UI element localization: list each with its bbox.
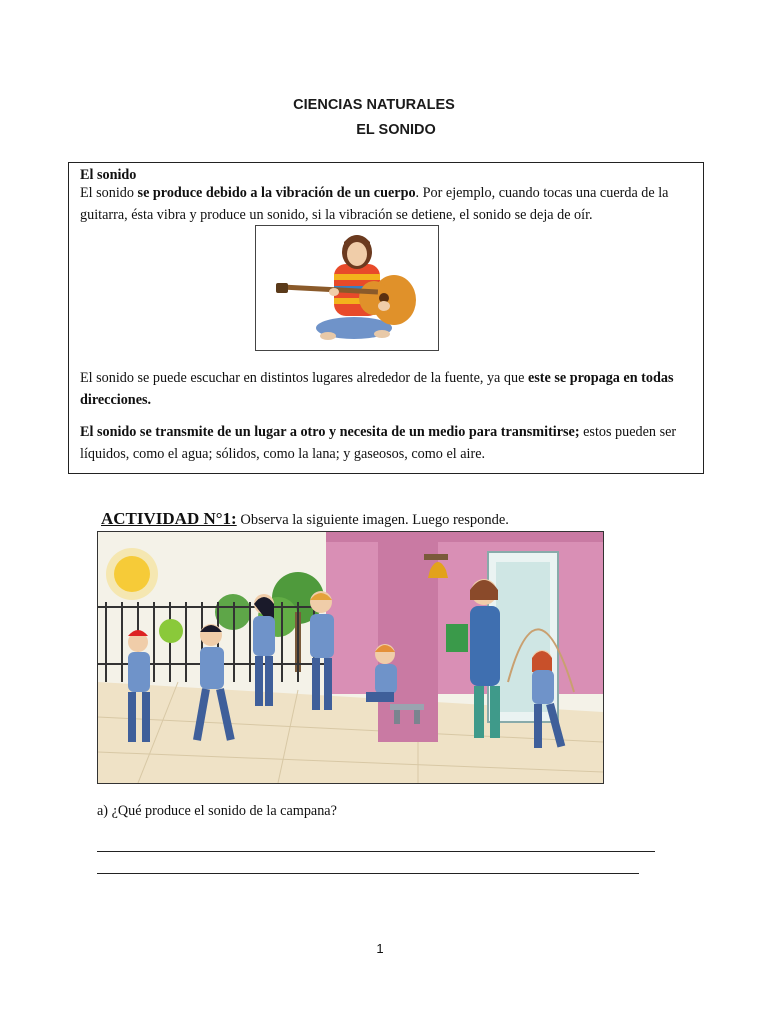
page-number: 1 [376,941,384,956]
p1-bold: se produce debido a la vibración de un cuerpo [137,185,416,201]
p2-bold: este se propaga en todas direcciones. [80,370,674,408]
guitar-girl-image [256,226,438,350]
info-paragraph-medium [80,421,694,465]
p1-text-a: El sonido [80,185,138,201]
activity-title [101,509,509,529]
activity-instruction: Observa la siguiente imagen. Luego responde. [236,512,509,528]
question-a: a) ¿Qué produce el sonido de la campana? [97,803,337,819]
guitar-girl-illustration [255,225,439,351]
p3-text-b: estos pueden ser líquidos, como el agua; sólidos, como la lana; y gaseosos, como el aire. [80,424,677,462]
activity-label: ACTIVIDAD N°1: [101,509,237,528]
p1-text-c: . Por ejemplo, cuando tocas una cuerda de la guitarra, ésta vibra y produce un sonido, si la vibración se detiene, el sonido se deja de oír. [80,185,669,223]
info-paragraph-propagation [80,367,694,411]
p2-text-a: El sonido se puede escuchar en distintos lugares alrededor de la fuente, ya que [80,370,528,386]
info-paragraph-vibration [80,182,694,226]
info-box-heading: El sonido [80,167,137,183]
schoolyard-image [98,532,603,783]
page-topic-title: EL SONIDO [356,122,436,138]
answer-line-2[interactable] [97,873,639,874]
p3-bold: El sonido se transmite de un lugar a otro y necesita de un medio para transmitirse; [80,424,580,440]
info-box [68,162,704,474]
answer-line-1[interactable] [97,851,655,852]
page-subject-title: CIENCIAS NATURALES [293,97,455,113]
schoolyard-illustration [97,531,604,784]
